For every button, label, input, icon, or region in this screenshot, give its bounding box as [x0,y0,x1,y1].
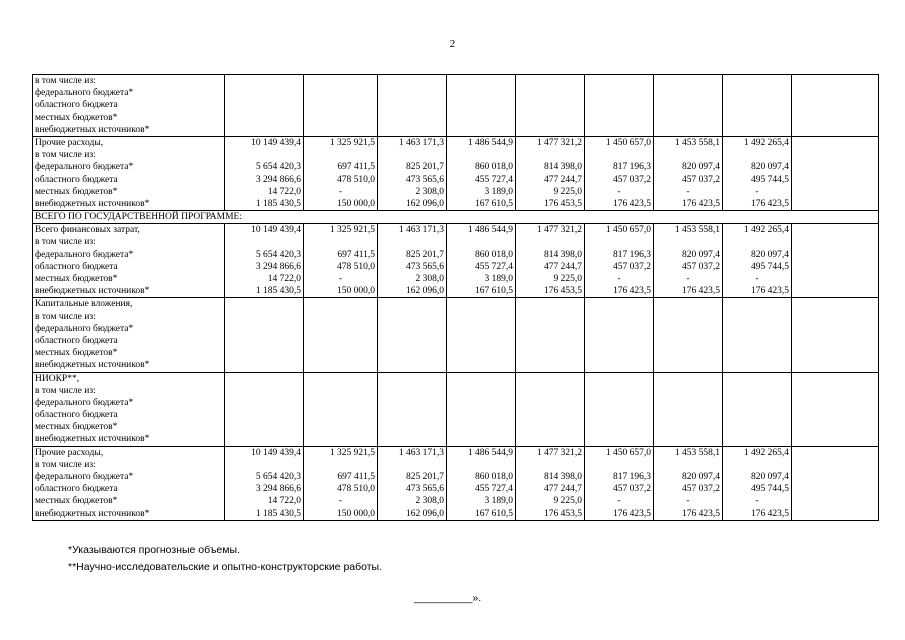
table-row [33,224,879,298]
value-line: 457 037,2 [682,174,720,185]
value-cell [516,224,585,298]
footnotes [68,542,382,576]
value-line: 1 325 921,5 [329,137,375,148]
value-line [656,236,720,248]
value-line: - [338,186,343,197]
value-line: 5 654 420,3 [255,162,301,173]
value-line: 3 294 866,6 [255,261,301,272]
footnote-forecast: *Указываются прогнозные объемы. [68,544,240,556]
value-line: 3 189,0 [484,274,513,285]
value-line: 697 411,5 [337,472,375,483]
value-cell [378,75,447,137]
value-line: 3 189,0 [484,186,513,197]
row-label-line: федерального бюджета* [35,88,134,99]
value-cell [304,298,378,372]
value-cell [516,298,585,372]
value-cell [723,372,792,446]
value-cell [378,224,447,298]
value-line: - [617,274,621,285]
value-line: 477 244,7 [544,261,582,272]
row-label-cell [33,298,225,372]
value-line: 1 450 657,0 [605,225,651,236]
value-line: 495 744,5 [751,174,789,185]
value-cell [304,372,378,446]
row-label-line: областного бюджета [35,100,118,111]
budget-table [32,74,879,521]
value-line [227,236,301,248]
value-line: 14 722,0 [267,496,301,507]
value-line: - [686,274,690,285]
value-line: 176 423,5 [613,198,651,209]
value-line: 1 492 265,4 [743,225,789,236]
row-label-line: в том числе из: [35,76,96,86]
value-cell [654,224,723,298]
value-line: 1 453 558,1 [674,225,720,236]
value-line [587,459,651,471]
row-label-cell [33,372,225,446]
value-line: - [755,496,759,507]
table-row [33,75,879,137]
row-label-line: Прочие расходы, [35,447,104,458]
row-label-cell [33,446,225,520]
row-label-line: местных бюджетов* [35,348,118,359]
value-cell [516,136,585,210]
value-line: 1 325 921,5 [329,447,375,458]
value-line: 176 423,5 [751,198,789,209]
row-label-line: областного бюджета [35,410,118,421]
value-line: - [338,496,343,507]
row-label-line: областного бюджета [35,484,118,495]
value-line: 860 018,0 [475,249,513,260]
section-title: ВСЕГО ПО ГОСУДАРСТВЕННОЙ ПРОГРАММЕ: [33,211,879,224]
value-line: 9 225,0 [553,274,582,285]
value-line: 1 453 558,1 [674,137,720,148]
value-line: 5 654 420,3 [255,249,301,260]
value-line: 176 423,5 [613,508,651,519]
row-label-cell [33,75,225,137]
value-cell [378,372,447,446]
value-cell [304,224,378,298]
empty-cell [792,224,879,298]
value-line [518,149,582,161]
value-line: 457 037,2 [682,261,720,272]
row-label-line: областного бюджета [35,261,118,272]
value-cell [225,298,304,372]
value-line [449,236,513,248]
value-cell [447,136,516,210]
row-label-line: в том числе из: [35,459,96,470]
value-line: 814 398,0 [544,249,582,260]
value-cell [225,446,304,520]
value-line: 176 423,5 [682,198,720,209]
row-label-line: федерального бюджета* [35,249,134,260]
table-row [33,446,879,520]
value-cell [654,298,723,372]
row-label-line: Капитальные вложения, [35,299,133,310]
value-cell [723,75,792,137]
empty-cell [792,298,879,372]
value-line: 817 196,3 [613,472,651,483]
value-line: 162 096,0 [406,508,444,519]
value-line [380,459,444,471]
value-cell [585,136,654,210]
value-line: 1 185 430,5 [255,508,301,519]
value-line: 820 097,4 [682,249,720,260]
value-line: 2 308,0 [415,274,444,285]
row-label-cell [33,224,225,298]
value-line: 14 722,0 [267,186,301,197]
value-line: 817 196,3 [613,249,651,260]
value-line: 825 201,7 [406,249,444,260]
value-line: 150 000,0 [337,286,375,297]
value-line: 10 149 439,4 [251,225,301,236]
value-line: 457 037,2 [613,174,651,185]
value-cell [304,446,378,520]
value-line: 455 727,4 [475,484,513,495]
value-line: - [617,186,621,197]
table-row [33,372,879,446]
value-line: 478 510,0 [337,484,375,495]
value-cell [225,224,304,298]
row-label-line: федерального бюджета* [35,472,134,483]
row-label-line: в том числе из: [35,385,96,396]
value-line: 1 450 657,0 [605,447,651,458]
empty-cell [792,75,879,137]
row-label-line: местных бюджетов* [35,274,118,285]
row-label-line: федерального бюджета* [35,162,134,173]
value-line: 860 018,0 [475,472,513,483]
value-line [725,236,789,248]
value-line: 176 453,5 [544,286,582,297]
value-line: 176 423,5 [751,508,789,519]
row-label-line: внебюджетных источников* [35,434,150,445]
row-label-line: внебюджетных источников* [35,286,150,297]
row-label-cell [33,136,225,210]
value-line: 176 453,5 [544,198,582,209]
value-line [449,149,513,161]
value-cell [447,298,516,372]
value-line: - [755,186,759,197]
table-row [33,136,879,210]
value-cell [723,136,792,210]
value-line: - [617,496,621,507]
value-line [380,236,444,248]
value-line: 825 201,7 [406,472,444,483]
value-cell [654,372,723,446]
value-line: 10 149 439,4 [251,447,301,458]
value-line: 455 727,4 [475,261,513,272]
value-cell [447,372,516,446]
value-cell [654,446,723,520]
value-cell [516,446,585,520]
value-line: 820 097,4 [751,472,789,483]
empty-cell [792,372,879,446]
value-line: 697 411,5 [337,162,375,173]
value-line: 2 308,0 [415,186,444,197]
value-line: 1 492 265,4 [743,137,789,148]
value-line: 820 097,4 [751,249,789,260]
value-cell [378,446,447,520]
row-label-line: внебюджетных источников* [35,124,150,135]
value-line: 167 610,5 [475,198,513,209]
value-line: 176 453,5 [544,508,582,519]
row-label-line: Прочие расходы, [35,137,104,148]
value-line: 1 486 544,9 [467,447,513,458]
row-label-line: Всего финансовых затрат, [35,225,140,236]
value-line [587,149,651,161]
value-cell [585,298,654,372]
value-cell [304,136,378,210]
value-line: 10 149 439,4 [251,137,301,148]
row-label-line: областного бюджета [35,335,118,346]
value-line: 176 423,5 [682,508,720,519]
value-line: 478 510,0 [337,174,375,185]
value-line: 1 463 171,3 [398,225,444,236]
row-label-line: местных бюджетов* [35,112,118,123]
value-cell [723,224,792,298]
value-line [656,149,720,161]
value-line: 1 185 430,5 [255,198,301,209]
footnote-rnd: **Научно-исследовательские и опытно-конструкторские работы. [68,561,383,573]
value-cell [447,446,516,520]
value-line: 3 294 866,6 [255,174,301,185]
empty-cell [792,446,879,520]
value-line: 1 185 430,5 [255,286,301,297]
value-cell [516,372,585,446]
value-cell [723,298,792,372]
value-line: 176 423,5 [682,286,720,297]
value-line: 477 244,7 [544,484,582,495]
value-cell [447,224,516,298]
value-cell [585,446,654,520]
value-line [227,459,301,471]
value-cell [225,136,304,210]
row-label-line: внебюджетных источников* [35,360,150,371]
value-line: 478 510,0 [337,261,375,272]
value-line: 150 000,0 [337,508,375,519]
value-line: - [755,274,759,285]
value-cell [585,372,654,446]
value-cell [654,75,723,137]
value-line [306,236,375,248]
value-line: 495 744,5 [751,484,789,495]
row-label-line: в том числе из: [35,150,96,161]
value-line: 455 727,4 [475,174,513,185]
closing-line: __________». [414,592,482,604]
value-line: - [686,496,690,507]
page-number: 2 [449,38,456,50]
value-line: 167 610,5 [475,508,513,519]
value-line: 1 477 321,2 [536,137,582,148]
value-line: 14 722,0 [267,274,301,285]
row-label-line: местных бюджетов* [35,186,118,197]
value-line [725,149,789,161]
value-line: 1 492 265,4 [743,447,789,458]
value-line: 457 037,2 [682,484,720,495]
value-line: 5 654 420,3 [255,472,301,483]
value-cell [225,372,304,446]
value-line [518,236,582,248]
row-label-line: областного бюджета [35,174,118,185]
value-line: 860 018,0 [475,162,513,173]
value-line [656,459,720,471]
value-line: 457 037,2 [613,261,651,272]
empty-cell [792,136,879,210]
value-line: 1 486 544,9 [467,225,513,236]
value-cell [585,224,654,298]
value-line: 820 097,4 [682,472,720,483]
value-line: - [686,186,690,197]
value-line: 2 308,0 [415,496,444,507]
value-line: 1 325 921,5 [329,225,375,236]
value-line [725,459,789,471]
value-line: 9 225,0 [553,186,582,197]
value-line: 814 398,0 [544,162,582,173]
value-line: 1 463 171,3 [398,447,444,458]
value-line: 9 225,0 [553,496,582,507]
value-line: 1 453 558,1 [674,447,720,458]
value-line [227,149,301,161]
row-label-line: в том числе из: [35,237,96,248]
value-line: 477 244,7 [544,174,582,185]
value-cell [447,75,516,137]
value-cell [378,136,447,210]
value-cell [378,298,447,372]
value-line [518,459,582,471]
value-line [380,149,444,161]
value-cell [723,446,792,520]
value-line: 1 486 544,9 [467,137,513,148]
value-line: 1 463 171,3 [398,137,444,148]
value-line: 473 565,6 [406,174,444,185]
value-line: 150 000,0 [337,198,375,209]
value-line [587,236,651,248]
value-line: 697 411,5 [337,249,375,260]
row-label-line: местных бюджетов* [35,422,118,433]
value-line: 167 610,5 [475,286,513,297]
value-line: 176 423,5 [613,286,651,297]
value-line: 825 201,7 [406,162,444,173]
value-line: 1 477 321,2 [536,225,582,236]
row-label-line: внебюджетных источников* [35,508,150,519]
value-line: 457 037,2 [613,484,651,495]
row-label-line: внебюджетных источников* [35,198,150,209]
row-label-line: федерального бюджета* [35,397,134,408]
value-line: 814 398,0 [544,472,582,483]
row-label-line: федерального бюджета* [35,323,134,334]
row-label-line: НИОКР**, [35,373,80,384]
value-line [306,149,375,161]
value-line: 162 096,0 [406,286,444,297]
table-row [33,211,879,224]
value-line: 473 565,6 [406,484,444,495]
value-line: 162 096,0 [406,198,444,209]
value-line: - [338,274,343,285]
value-line: 3 294 866,6 [255,484,301,495]
value-cell [654,136,723,210]
row-label-line: местных бюджетов* [35,496,118,507]
value-line: 495 744,5 [751,261,789,272]
value-cell [516,75,585,137]
value-line: 473 565,6 [406,261,444,272]
value-line: 1 477 321,2 [536,447,582,458]
value-cell [585,75,654,137]
value-cell [225,75,304,137]
value-line: 176 423,5 [751,286,789,297]
value-line: 1 450 657,0 [605,137,651,148]
value-cell [304,75,378,137]
value-line: 820 097,4 [682,162,720,173]
value-line [449,459,513,471]
value-line: 820 097,4 [751,162,789,173]
row-label-line: в том числе из: [35,311,96,322]
table-row [33,298,879,372]
value-line: 3 189,0 [484,496,513,507]
value-line: 817 196,3 [613,162,651,173]
value-line [306,459,375,471]
